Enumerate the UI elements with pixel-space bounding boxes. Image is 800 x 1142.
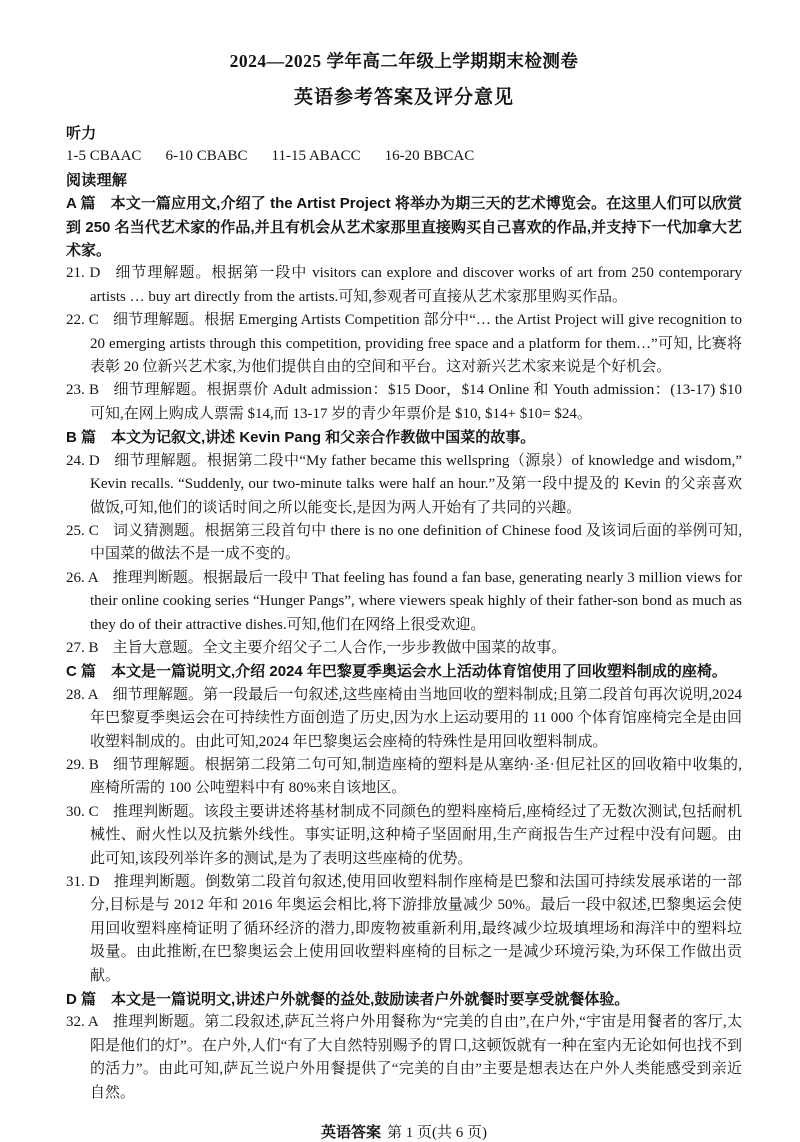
footer-page-number: 第 1 页(共 6 页) xyxy=(387,1125,487,1142)
passage-text: 本文是一篇说明文,介绍 2024 年巴黎夏季奥运会水上活动体育馆使用了回收塑料制成的座椅。 xyxy=(111,663,727,681)
document-title: 2024—2025 学年高二年级上学期期末检测卷 xyxy=(229,51,579,71)
passage-text: 本文是一篇说明文,讲述户外就餐的益处,鼓励读者户外就餐时要享受就餐体验。 xyxy=(111,991,630,1009)
item-number: 27. B xyxy=(66,639,99,656)
answer-item-32 xyxy=(66,1011,742,1105)
footer-title: 英语答案 xyxy=(320,1124,381,1142)
item-number: 29. B xyxy=(66,756,99,773)
passage-label: B 篇 xyxy=(66,429,97,447)
answer-item-21 xyxy=(66,262,742,309)
item-number: 25. C xyxy=(66,522,99,539)
answer-range: 16-20 xyxy=(384,148,420,165)
answer-item-29 xyxy=(66,754,742,801)
passage-label: C 篇 xyxy=(66,663,97,681)
item-explanation: 细节理解题。根据第二段中“My father became this wellspring（源泉）of knowledge and wisdom,” Kevin recalls. “Suddenly, our two-minute talks were half an hour.”及第一段中提及的 Kevin 的父亲喜欢做饭,可知,他们的谈话时间之所以能变长,是因为两人开始有了共同的兴趣。 xyxy=(90,452,742,516)
item-explanation: 主旨大意题。全文主要介绍父子二人合作,一步步教做中国菜的故事。 xyxy=(112,639,567,656)
item-explanation: 推理判断题。根据最后一段中 That feeling has found a fan base, generating nearly 3 million views for their online cooking series “Hunger Pangs”, where viewers speak highly of their father-son bond as much as they do of their attractive dishes.可知,他们在网络上很受欢迎。 xyxy=(90,569,742,633)
answer-item-30 xyxy=(66,801,742,871)
answer-item-31 xyxy=(66,871,742,988)
item-number: 28. A xyxy=(66,686,99,703)
passage-text: 本文为记叙文,讲述 Kevin Pang 和父亲合作教做中国菜的故事。 xyxy=(111,429,536,447)
item-number: 26. A xyxy=(66,569,99,586)
document-subtitle: 英语参考答案及评分意见 xyxy=(293,87,514,108)
passage-summary-b xyxy=(66,426,742,449)
item-number: 23. B xyxy=(66,382,100,399)
answer-letters: CBABC xyxy=(196,148,248,165)
item-number: 24. D xyxy=(66,452,100,469)
answer-item-27 xyxy=(66,637,742,660)
item-explanation: 细节理解题。根据第二段第二句可知,制造座椅的塑料是从塞纳·圣·但尼社区的回收箱中收集的,座椅所需的 100 公吨塑料中有 80%来自该地区。 xyxy=(90,756,742,797)
answer-letters: ABACC xyxy=(308,148,361,165)
answer-item-22 xyxy=(66,309,742,379)
item-number: 31. D xyxy=(66,874,100,890)
answer-item-28 xyxy=(66,684,742,754)
answer-item-24 xyxy=(66,450,742,520)
item-explanation: 细节理解题。根据第一段中 visitors can explore and discover works of art from 250 contemporary artists … buy art directly from the artists.可知,参观者可直接从艺术家那里购买作品。 xyxy=(90,265,742,305)
answer-item-23 xyxy=(66,379,742,426)
answer-group-11-15 xyxy=(272,148,361,164)
answer-item-25 xyxy=(66,520,742,567)
item-explanation: 细节理解题。第一段最后一句叙述,这些座椅由当地回收的塑料制成;且第二段首句再次说明,2024 年巴黎夏季奥运会在可持续性方面创造了历史,因为水上运动要用的 11 000 个体育馆座椅完全是由回收塑料制成的。由此可知,2024 年巴黎奥运会座椅的特殊性是用回收塑料制成。 xyxy=(90,686,742,750)
passage-text: 本文一篇应用文,介绍了 the Artist Project 将举办为期三天的艺术博览会。在这里人们可以欣赏到 250 名当代艺术家的作品,并且有机会从艺术家那里直接购买自己喜欢的作品,并支持下一代加拿大艺术家。 xyxy=(66,195,742,260)
item-number: 22. C xyxy=(66,312,99,329)
item-explanation: 推理判断题。该段主要讲述将基材制成不同颜色的塑料座椅后,座椅经过了无数次测试,包括耐机械性、耐火性以及抗紫外线性。事实证明,这种椅子坚固耐用,生产商报告生产过程中没有问题。由此可知,该段列举许多的测试,是为了表明这些座椅的优势。 xyxy=(90,803,742,867)
passage-summary-c xyxy=(66,660,742,683)
item-explanation: 细节理解题。根据票价 Adult admission：$15 Door，$14 Online 和 Youth admission：(13-17) $10 可知,在网上购成人票需 $14,而 13-17 岁的青少年票价是 $10, $14+ $10= $24。 xyxy=(90,382,742,422)
passage-summary-a xyxy=(66,192,742,262)
answer-range: 1-5 xyxy=(66,148,86,165)
listening-heading: 听力 xyxy=(66,125,97,142)
item-number: 21. D xyxy=(66,265,101,282)
answer-group-16-20 xyxy=(385,148,475,164)
item-number: 30. C xyxy=(66,803,99,820)
item-explanation: 细节理解题。根据 Emerging Artists Competition 部分中“… the Artist Project will give recognition to 20 emerging artists through this competition, providing free space and a platform for them…”可知, 比赛将表彰 20 位新兴艺术家,为他们提供自由的空间和平台。这对新兴艺术家来说是个好机会。 xyxy=(90,312,742,376)
item-explanation: 词义猜测题。根据第三段首句中 there is no one definition of Chinese food 及该词后面的举例可知,中国菜的做法不是一成不变的。 xyxy=(90,522,742,563)
listening-answers-row xyxy=(66,145,742,168)
answer-letters: BBCAC xyxy=(423,148,475,165)
item-explanation: 推理判断题。倒数第二段首句叙述,使用回收塑料制作座椅是巴黎和法国可持续发展承诺的一部分,目标是与 2012 年和 2016 年奥运会相比,将下游排放量减少 50%。最后一段中叙述,巴黎奥运会使用回收塑料座椅证明了循环经济的潜力,即废物被重新利用,最终减少垃圾填埋场和海洋中的塑料垃圾量。由此推断,在巴黎奥运会上使用回收塑料座椅的目标之一是减少环境污染,为环保工作做出贡献。 xyxy=(90,874,742,984)
passage-summary-d xyxy=(66,988,742,1011)
answer-group-1-5 xyxy=(66,148,141,164)
item-explanation: 推理判断题。第二段叙述,萨瓦兰将户外用餐称为“完美的自由”,在户外,“宇宙是用餐者的客厅,太阳是他们的灯”。在户外,人们“有了大自然特别赐予的胃口,这顿饭就有一种在室内无论如何也找不到的活力”。由此可知,萨瓦兰说户外用餐提供了“完美的自由”主要是想表达在户外人类能感受到亲近自然。 xyxy=(90,1014,742,1101)
document-body xyxy=(66,122,742,1105)
passage-label: A 篇 xyxy=(66,195,96,213)
answer-group-6-10 xyxy=(165,148,247,164)
answer-range: 11-15 xyxy=(271,148,306,165)
reading-heading: 阅读理解 xyxy=(66,171,128,189)
item-number: 32. A xyxy=(66,1014,99,1031)
passage-label: D 篇 xyxy=(66,991,97,1009)
page-footer xyxy=(66,1121,742,1142)
answer-letters: CBAAC xyxy=(89,148,142,165)
answer-item-26 xyxy=(66,567,742,637)
answer-range: 6-10 xyxy=(165,148,193,165)
